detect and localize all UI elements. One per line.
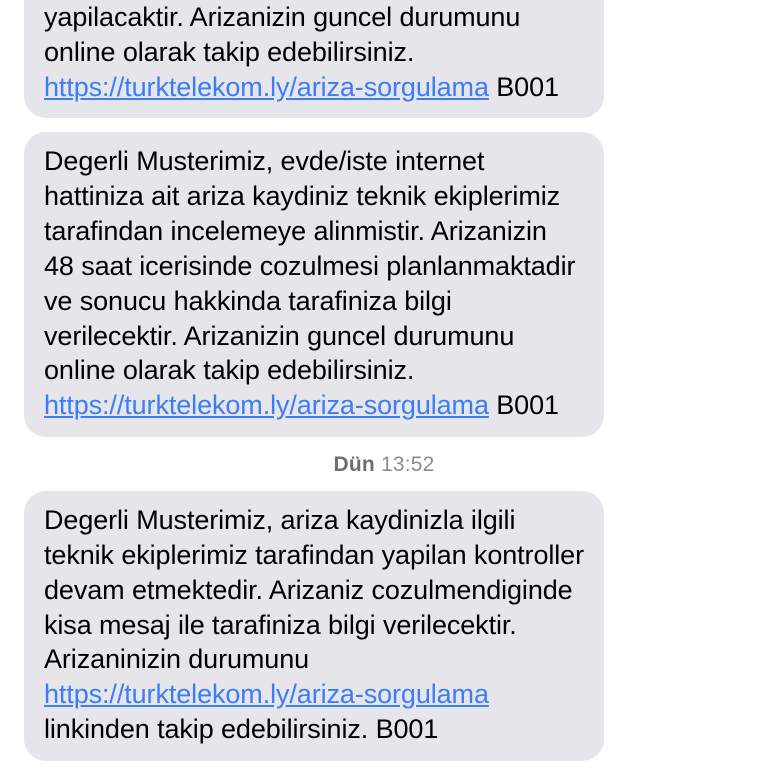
- message-text: yapilacaktir. Arizanizin guncel durumunu online olarak takip edebilirsiniz.: [44, 2, 521, 67]
- message-code: linkinden takip edebilirsiniz. B001: [44, 714, 439, 745]
- message-row: [0, 0, 768, 118]
- message-bubble-incoming[interactable]: [24, 132, 604, 437]
- message-bubble-incoming[interactable]: [24, 0, 604, 118]
- message-row: [0, 491, 768, 761]
- timestamp-divider: [0, 437, 768, 491]
- message-code: B001: [488, 390, 559, 421]
- message-link[interactable]: https://turktelekom.ly/ariza-sorgulama: [44, 679, 489, 710]
- message-row: [0, 132, 768, 437]
- message-link[interactable]: https://turktelekom.ly/ariza-sorgulama: [44, 390, 489, 421]
- timestamp-day: Dün: [333, 453, 375, 477]
- message-link[interactable]: https://turktelekom.ly/ariza-sorgulama: [44, 71, 489, 102]
- message-text: Degerli Musterimiz, ariza kaydinizla ilgili teknik ekiplerimiz tarafindan yapilan kontroller devam etmektedir. Arizaniz cozulmendiginde kisa mesaj ile tarafiniza bilgi verilecektir. Arizaninizin durumunu: [44, 505, 584, 675]
- bubble-gap: [0, 118, 768, 132]
- message-text: Degerli Musterimiz, evde/iste internet hattiniza ait ariza kaydiniz teknik ekiplerimiz tarafindan incelemeye alinmistir. Arizanizin 48 saat icerisinde cozulmesi planlanmaktadir ve sonucu hakkinda tarafiniza bilgi verilecektir. Arizanizin guncel durumunu online olarak takip edebilirsiniz.: [44, 146, 576, 386]
- message-bubble-incoming[interactable]: [24, 491, 604, 761]
- message-code: B001: [488, 71, 559, 102]
- timestamp-time: 13:52: [380, 453, 435, 477]
